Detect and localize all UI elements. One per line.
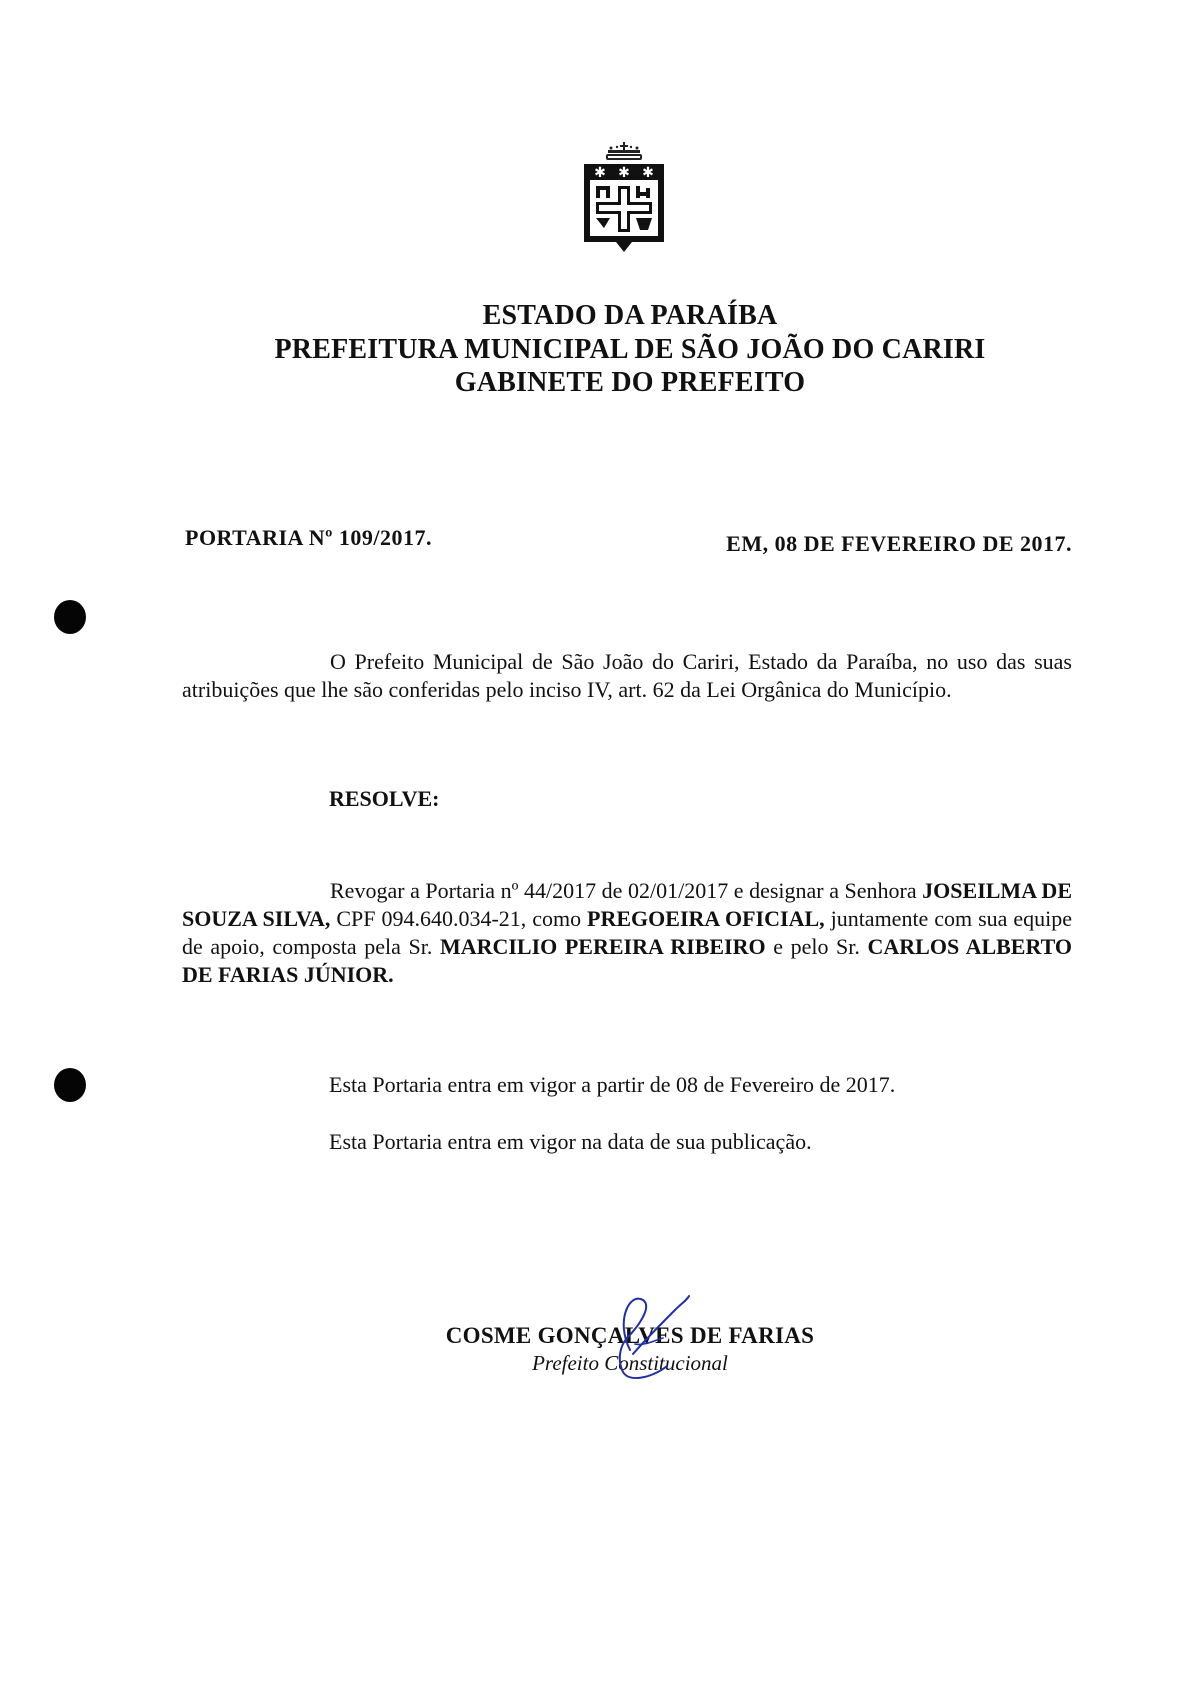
support-member-1: MARCILIO PEREIRA RIBEIRO	[439, 934, 766, 959]
decision-paragraph	[182, 877, 1072, 989]
intro-text: O Prefeito Municipal de São João do Cariri, Estado da Paraíba, no uso das suas atribuições que lhe são conferidas pelo inciso IV, art. 62 da Lei Orgânica do Município.	[182, 649, 1072, 702]
svg-text:✱: ✱	[642, 165, 654, 181]
intro-paragraph	[182, 648, 1072, 704]
support-member-2: CARLOS ALBERTO DE FARIAS JÚNIOR.	[182, 934, 1072, 987]
decision-text-4: e pelo Sr.	[765, 934, 868, 959]
portaria-number: PORTARIA Nº 109/2017.	[185, 525, 432, 550]
svg-text:✱: ✱	[594, 165, 606, 181]
header-municipality: PREFEITURA MUNICIPAL DE SÃO JOÃO DO CARIRI	[274, 334, 986, 365]
binder-hole-icon	[54, 1068, 86, 1102]
binder-hole-icon	[54, 600, 86, 634]
publication-clause: Esta Portaria entra em vigor na data de sua publicação.	[329, 1129, 812, 1154]
designee-role: PREGOEIRA OFICIAL,	[587, 906, 825, 931]
svg-text:✱: ✱	[618, 165, 630, 181]
header-office: GABINETE DO PREFEITO	[454, 367, 806, 398]
header-state: ESTADO DA PARAÍBA	[482, 300, 778, 331]
portaria-date: EM, 08 DE FEVEREIRO DE 2017.	[726, 531, 1072, 556]
decision-text-2: CPF 094.640.034-21, como	[330, 906, 588, 931]
resolve-heading: RESOLVE:	[329, 786, 440, 811]
handwritten-signature	[575, 1280, 695, 1400]
effective-date-clause: Esta Portaria entra em vigor a partir de 08 de Fevereiro de 2017.	[329, 1072, 896, 1097]
signatory-name: COSME GONÇALVES DE FARIAS	[445, 1323, 815, 1348]
decision-text-1: Revogar a Portaria nº 44/2017 de 02/01/2017 e designar a Senhora	[330, 878, 923, 903]
designee-name: JOSEILMA DE SOUZA SILVA,	[182, 878, 1072, 931]
signatory-title: Prefeito Constitucional	[532, 1351, 728, 1375]
coat-of-arms-icon	[578, 142, 670, 260]
decision-text-3: juntamente com sua equipe de apoio, composta pela Sr.	[182, 906, 1072, 959]
